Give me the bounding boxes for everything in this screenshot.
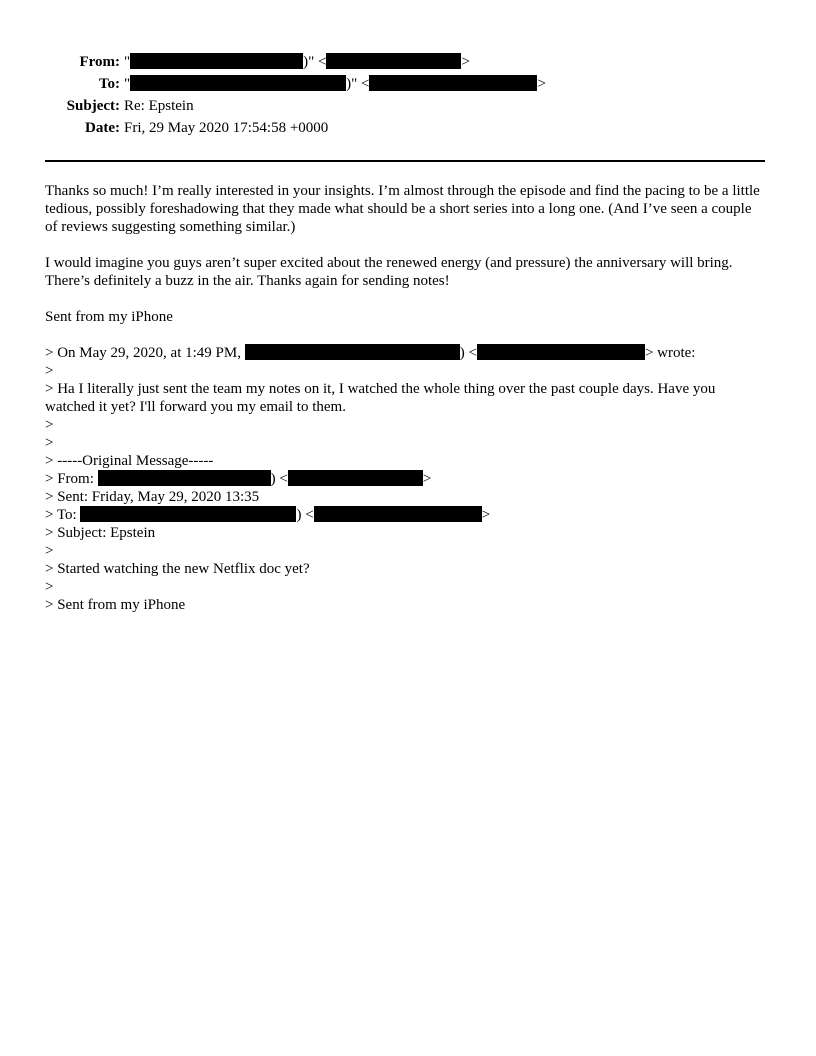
quoted-paren: ) <: [459, 345, 477, 361]
redaction-block: [130, 75, 346, 91]
from-value: [124, 53, 470, 71]
original-subject-line: > Subject: Epstein: [45, 525, 156, 541]
quote-marker-line: >: [45, 543, 54, 559]
message-body: [45, 182, 767, 614]
redaction-block: [288, 470, 423, 486]
to-open-quote: ": [124, 76, 131, 92]
header-from-row: [0, 53, 816, 75]
original-from-paren: ) <: [270, 471, 288, 487]
quoted-on-prefix: > On May 29, 2020, at 1:49 PM,: [45, 345, 245, 361]
redaction-block: [130, 53, 303, 69]
message-paragraph: Thanks so much! I’m really interested in your insights. I’m almost through the episode and find the pacing to be a little tedious, possibly foreshadowing that they made what should be a short series into a long one. (And I’ve seen a couple of reviews suggesting something similar.): [45, 183, 760, 235]
original-question-line: > Started watching the new Netflix doc yet?: [45, 561, 310, 577]
original-to-prefix: > To:: [45, 507, 81, 523]
to-label: To:: [98, 76, 120, 92]
original-to-line: [45, 506, 767, 524]
redaction-block: [369, 75, 537, 91]
header-divider: [45, 160, 765, 162]
header-subject-row: [0, 97, 816, 119]
date-value: Fri, 29 May 2020 17:54:58 +0000: [124, 120, 329, 136]
original-from-line: [45, 470, 767, 488]
to-separator: )" <: [346, 76, 370, 92]
from-open-quote: ": [124, 54, 131, 70]
quote-marker-line: >: [45, 579, 54, 595]
original-sent-line: > Sent: Friday, May 29, 2020 13:35: [45, 489, 260, 505]
quote-marker-line: >: [45, 417, 54, 433]
to-value: [124, 75, 546, 93]
header-to-row: [0, 75, 816, 97]
redaction-block: [80, 506, 296, 522]
quoted-wrote: > wrote:: [644, 345, 696, 361]
redaction-block: [326, 53, 461, 69]
quoted-attribution: [45, 344, 767, 362]
redaction-block: [245, 344, 460, 360]
original-from-close: >: [422, 471, 432, 487]
subject-value: Re: Epstein: [124, 98, 194, 114]
header-date-row: [0, 119, 816, 141]
original-message-header: > -----Original Message-----: [45, 453, 214, 469]
from-separator: )" <: [303, 54, 327, 70]
redaction-block: [477, 344, 645, 360]
redaction-block: [314, 506, 482, 522]
from-label: From:: [79, 54, 120, 70]
subject-label: Subject:: [66, 98, 120, 114]
message-paragraph: I would imagine you guys aren’t super excited about the renewed energy (and pressure) the anniversary will bring. There’s definitely a buzz in the air. Thanks again for sending notes!: [45, 255, 733, 289]
original-signature-line: > Sent from my iPhone: [45, 597, 186, 613]
from-close: >: [461, 54, 470, 70]
message-signature: Sent from my iPhone: [45, 309, 173, 325]
original-to-close: >: [481, 507, 491, 523]
to-close: >: [537, 76, 546, 92]
redaction-block: [98, 470, 271, 486]
date-label: Date:: [85, 120, 120, 136]
quote-marker-line: >: [45, 363, 54, 379]
quote-marker-line: >: [45, 435, 54, 451]
original-to-paren: ) <: [296, 507, 314, 523]
quoted-reply-text: > Ha I literally just sent the team my notes on it, I watched the whole thing over the past couple days. Have you watched it yet? I'll forward you my email to them.: [45, 381, 716, 415]
original-from-prefix: > From:: [45, 471, 98, 487]
